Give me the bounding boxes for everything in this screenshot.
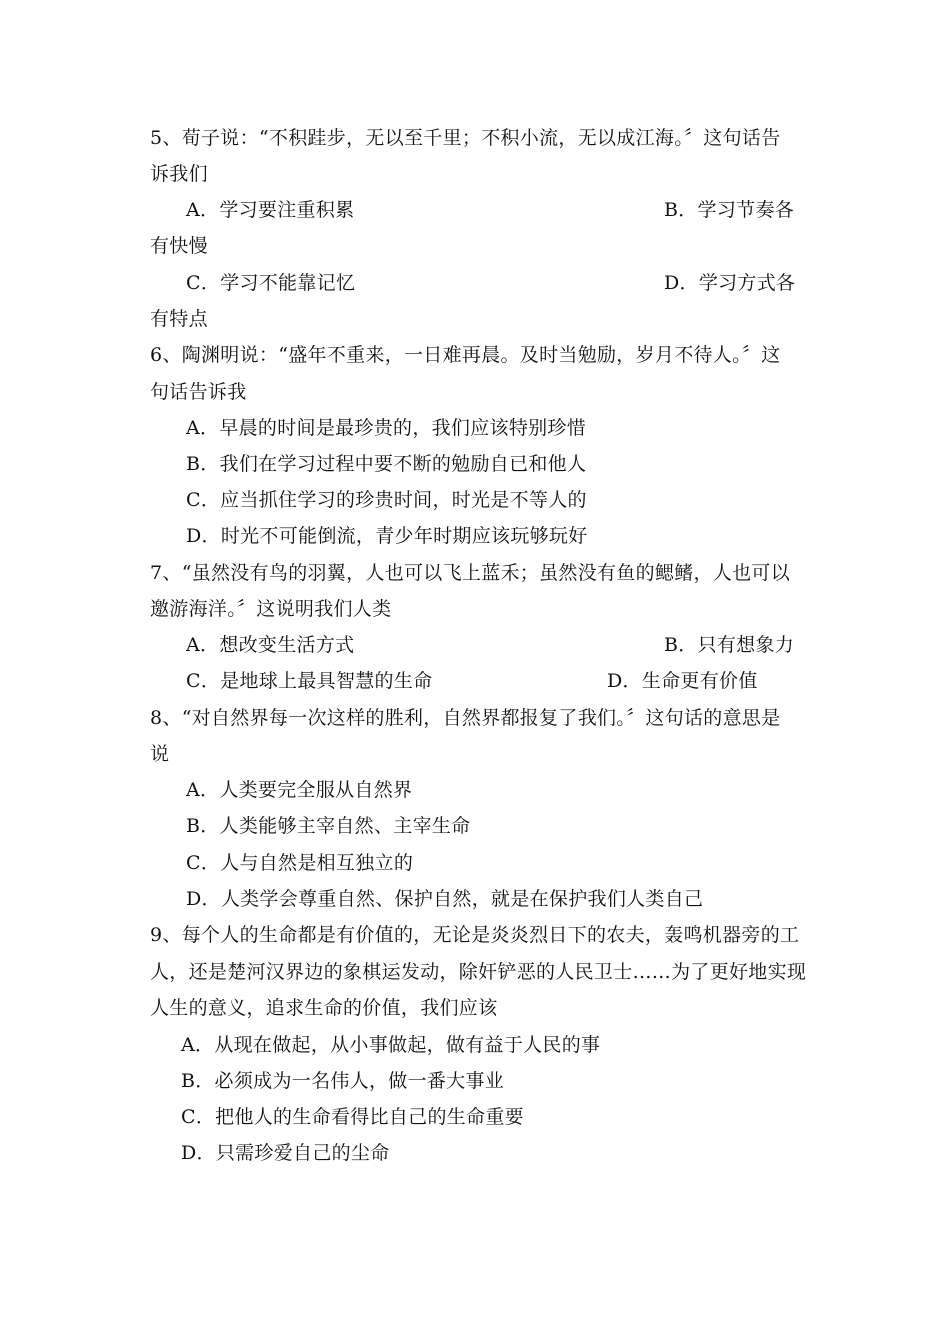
q9-option-a: A．从现在做起，从小事做起，做有益于人民的事: [181, 1034, 601, 1056]
q6-stem-line2: 句话告诉我: [150, 381, 247, 403]
q9-stem-line2: 人，还是楚河汉界边的象棋运发动，除奸铲恶的人民卫士……为了更好地实现: [150, 961, 807, 983]
q5-stem-line2: 诉我们: [150, 163, 208, 185]
q5-stem-line1: 5、荀子说：“不积跬步，无以至千里；不积小流，无以成江海。〞这句话告: [150, 127, 781, 149]
q8-option-c: C．人与自然是相互独立的: [186, 852, 414, 874]
q6-option-b: B．我们在学习过程中要不断的勉励自已和他人: [186, 453, 587, 475]
q8-option-d: D．人类学会尊重自然、保护自然，就是在保护我们人类自己: [186, 888, 704, 910]
q6-option-d: D．时光不可能倒流，青少年时期应该玩够玩好: [186, 525, 588, 547]
q9-stem-line3: 人生的意义，追求生命的价值，我们应该: [150, 997, 498, 1019]
q7-option-c: C．是地球上最具智慧的生命: [186, 670, 433, 692]
q8-option-a: A．人类要完全服从自然界: [186, 779, 413, 801]
q5-option-a: A．学习要注重积累: [186, 199, 355, 221]
q8-stem-line1: 8、“对自然界每一次这样的胜利，自然界都报复了我们。〞这句话的意思是: [150, 707, 781, 729]
q7-option-a: A．想改变生活方式: [186, 634, 355, 656]
q6-option-c: C．应当抓住学习的珍贵时间，时光是不等人的: [186, 489, 587, 511]
q5-option-d-continued: 有特点: [150, 308, 208, 330]
q9-option-b: B．必须成为一名伟人，做一番大事业: [181, 1070, 505, 1092]
q7-stem-line1: 7、“虽然没有鸟的羽翼，人也可以飞上蓝禾；虽然没有鱼的鳃鳍，人也可以: [150, 562, 791, 584]
q6-stem-line1: 6、陶渊明说：“盛年不重来，一日难再晨。及时当勉励，岁月不待人。〞这: [150, 344, 781, 366]
q9-option-c: C．把他人的生命看得比自己的生命重要: [181, 1106, 524, 1128]
q7-option-d: D．生命更有价值: [607, 670, 758, 692]
q5-option-d: D．学习方式各: [664, 272, 796, 294]
q5-option-b: B．学习节奏各: [664, 199, 795, 221]
q6-option-a: A．早晨的时间是最珍贵的，我们应该特别珍惜: [186, 417, 587, 439]
q5-option-c: C．学习不能靠记忆: [186, 272, 356, 294]
q9-stem-line1: 9、每个人的生命都是有价值的，无论是炎炎烈日下的农夫，轰鸣机器旁的工: [150, 924, 800, 946]
q9-option-d: D．只需珍爱自己的尘命: [181, 1142, 390, 1164]
q7-option-b: B．只有想象力: [664, 634, 795, 656]
q5-option-b-continued: 有快慢: [150, 235, 208, 257]
q7-stem-line2: 邀游海洋。〞这说明我们人类: [150, 598, 392, 620]
q8-stem-line2: 说: [150, 743, 170, 765]
q8-option-b: B．人类能够主宰自然、主宰生命: [186, 815, 471, 837]
